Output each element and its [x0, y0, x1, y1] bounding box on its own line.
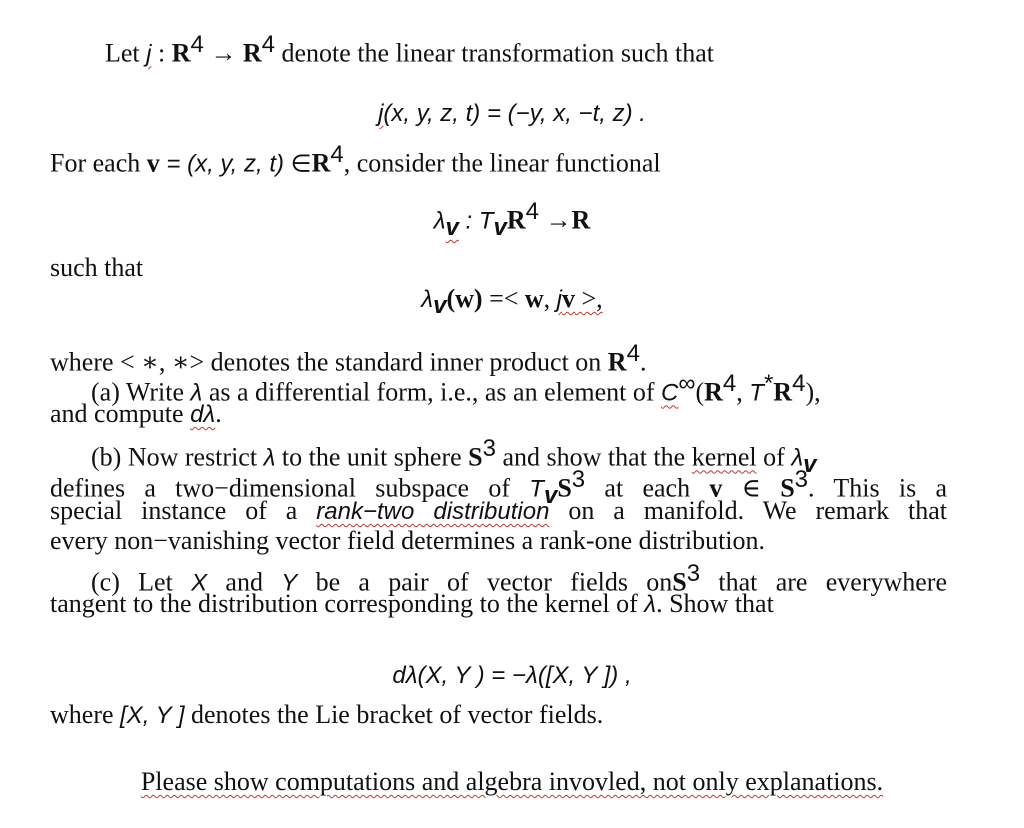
math-w: (w) — [446, 284, 483, 313]
math-T: T — [749, 379, 764, 407]
text: Let — [105, 38, 147, 68]
text: and show that the — [496, 442, 692, 472]
text: where < ∗, ∗> denotes the standard inner product on — [50, 347, 608, 377]
subscript: v — [493, 213, 507, 241]
math-dlambda: dλ — [190, 401, 216, 428]
math-j: j — [146, 40, 152, 68]
equation-text: dλ(X, Y ) = −λ([X, Y ]) , — [392, 662, 632, 689]
math-v: v — [146, 148, 160, 178]
text: to the unit sphere — [275, 442, 469, 472]
math-R: R — [311, 148, 331, 178]
part-a-line2 — [50, 399, 222, 430]
text: as a differential form, i.e., as an element of — [202, 377, 662, 407]
equation-lambda-def — [0, 197, 1024, 243]
math-R: R — [171, 38, 191, 68]
math-bracket: [X, Y ] — [120, 702, 185, 729]
text: (b) Now restrict — [91, 442, 264, 472]
subscript: v — [445, 213, 459, 241]
text: ( — [695, 377, 705, 407]
text: , — [736, 377, 750, 407]
math-text: =< — [482, 284, 525, 313]
math-S: S — [468, 442, 483, 472]
superscript: 4 — [626, 340, 640, 367]
math-v: v — [709, 473, 723, 503]
math-S: S — [780, 473, 795, 503]
superscript: 3 — [794, 466, 809, 493]
math-R: R — [704, 377, 723, 407]
text: . Show that — [656, 589, 774, 618]
text: kernel — [691, 442, 757, 472]
text: and — [207, 567, 282, 597]
superscript: 4 — [190, 31, 204, 58]
math-S: S — [672, 567, 687, 597]
text: where — [50, 700, 121, 729]
math-text: , — [543, 284, 557, 313]
math-S: S — [557, 473, 572, 503]
math-w: w — [524, 284, 544, 313]
text: at each — [585, 473, 710, 503]
arrow: → — [203, 38, 243, 68]
text: such that — [50, 253, 144, 282]
subscript: v — [433, 292, 447, 320]
superscript: * — [763, 370, 774, 397]
superscript: 3 — [571, 466, 586, 493]
text: . — [215, 399, 222, 428]
text: ), — [805, 377, 821, 407]
math-text: : T — [458, 207, 494, 235]
part-b-line4 — [50, 526, 765, 556]
math-lambda: λ — [644, 591, 657, 618]
math-T: T — [529, 475, 544, 503]
text: denotes the Lie bracket of vector fields. — [184, 700, 604, 729]
math-R: R — [773, 377, 793, 407]
math-X: X — [191, 569, 208, 597]
text: be a pair of vector fields on — [297, 567, 673, 597]
math-text: = (x, y, z, t) ∈ — [159, 150, 312, 178]
equation-lambda-w — [0, 284, 1024, 321]
part-c-line2 — [50, 589, 774, 620]
math-lambda: λ — [433, 207, 446, 235]
math-R: R — [242, 38, 262, 68]
superscript: 4 — [722, 370, 737, 397]
math-j: j — [378, 100, 384, 127]
text: For each — [50, 148, 147, 178]
superscript: ∞ — [678, 370, 696, 397]
functional-line — [50, 140, 661, 180]
math-R: R — [506, 205, 526, 235]
part-b-line3 — [50, 496, 947, 527]
math-C: C — [661, 379, 679, 407]
math-lambda: λ — [791, 444, 804, 472]
text: and compute — [50, 399, 191, 428]
subscript: v — [543, 481, 558, 509]
arrow: → — [539, 205, 572, 235]
text: defines a two−dimensional subspace of — [50, 473, 530, 503]
text: . — [639, 347, 647, 377]
superscript: 3 — [686, 560, 701, 587]
math-text: >, — [575, 284, 603, 313]
math-v: v — [562, 284, 576, 313]
math-R: R — [607, 347, 627, 377]
equation-text: (x, y, z, t) = (−y, x, −t, z) . — [383, 100, 646, 127]
equation-j — [0, 98, 1024, 129]
text: tangent to the distribution corresponding to the kernel of — [50, 589, 645, 618]
superscript: 4 — [525, 198, 540, 225]
math-Y: Y — [281, 569, 298, 597]
lie-bracket-line — [50, 700, 603, 731]
superscript: 4 — [792, 370, 806, 397]
text: that are everywhere — [700, 567, 947, 597]
text: (c) Let — [91, 567, 192, 597]
text: , consider the linear functional — [343, 148, 661, 178]
math-R: R — [571, 205, 591, 235]
text: ∈ — [722, 473, 781, 503]
superscript: 3 — [482, 435, 496, 462]
math-rank-two-distribution: rank−two distribution — [316, 498, 550, 525]
superscript: 4 — [330, 141, 344, 168]
request-line — [0, 767, 1024, 797]
text: (a) Write — [91, 377, 191, 407]
text: special instance of a — [50, 496, 317, 525]
text: : — [151, 38, 172, 68]
subscript: v — [803, 450, 817, 478]
text: Please show computations and algebra invovled, not only explanations. — [140, 767, 884, 796]
math-lambda: λ — [421, 286, 434, 313]
text: every non−vanishing vector field determines a rank-one distribution. — [50, 526, 766, 555]
text: on a manifold. We remark that — [549, 496, 948, 525]
math-j: j — [556, 286, 563, 313]
such-that-line — [50, 253, 143, 283]
text: of — [756, 442, 792, 472]
intro-line — [105, 30, 714, 70]
math-lambda: λ — [190, 379, 203, 407]
superscript: 4 — [261, 31, 276, 58]
equation-dlambda — [0, 660, 1024, 691]
text: . This is a — [808, 473, 948, 503]
math-lambda: λ — [263, 444, 276, 472]
text: denote the linear transformation such that — [275, 38, 714, 68]
